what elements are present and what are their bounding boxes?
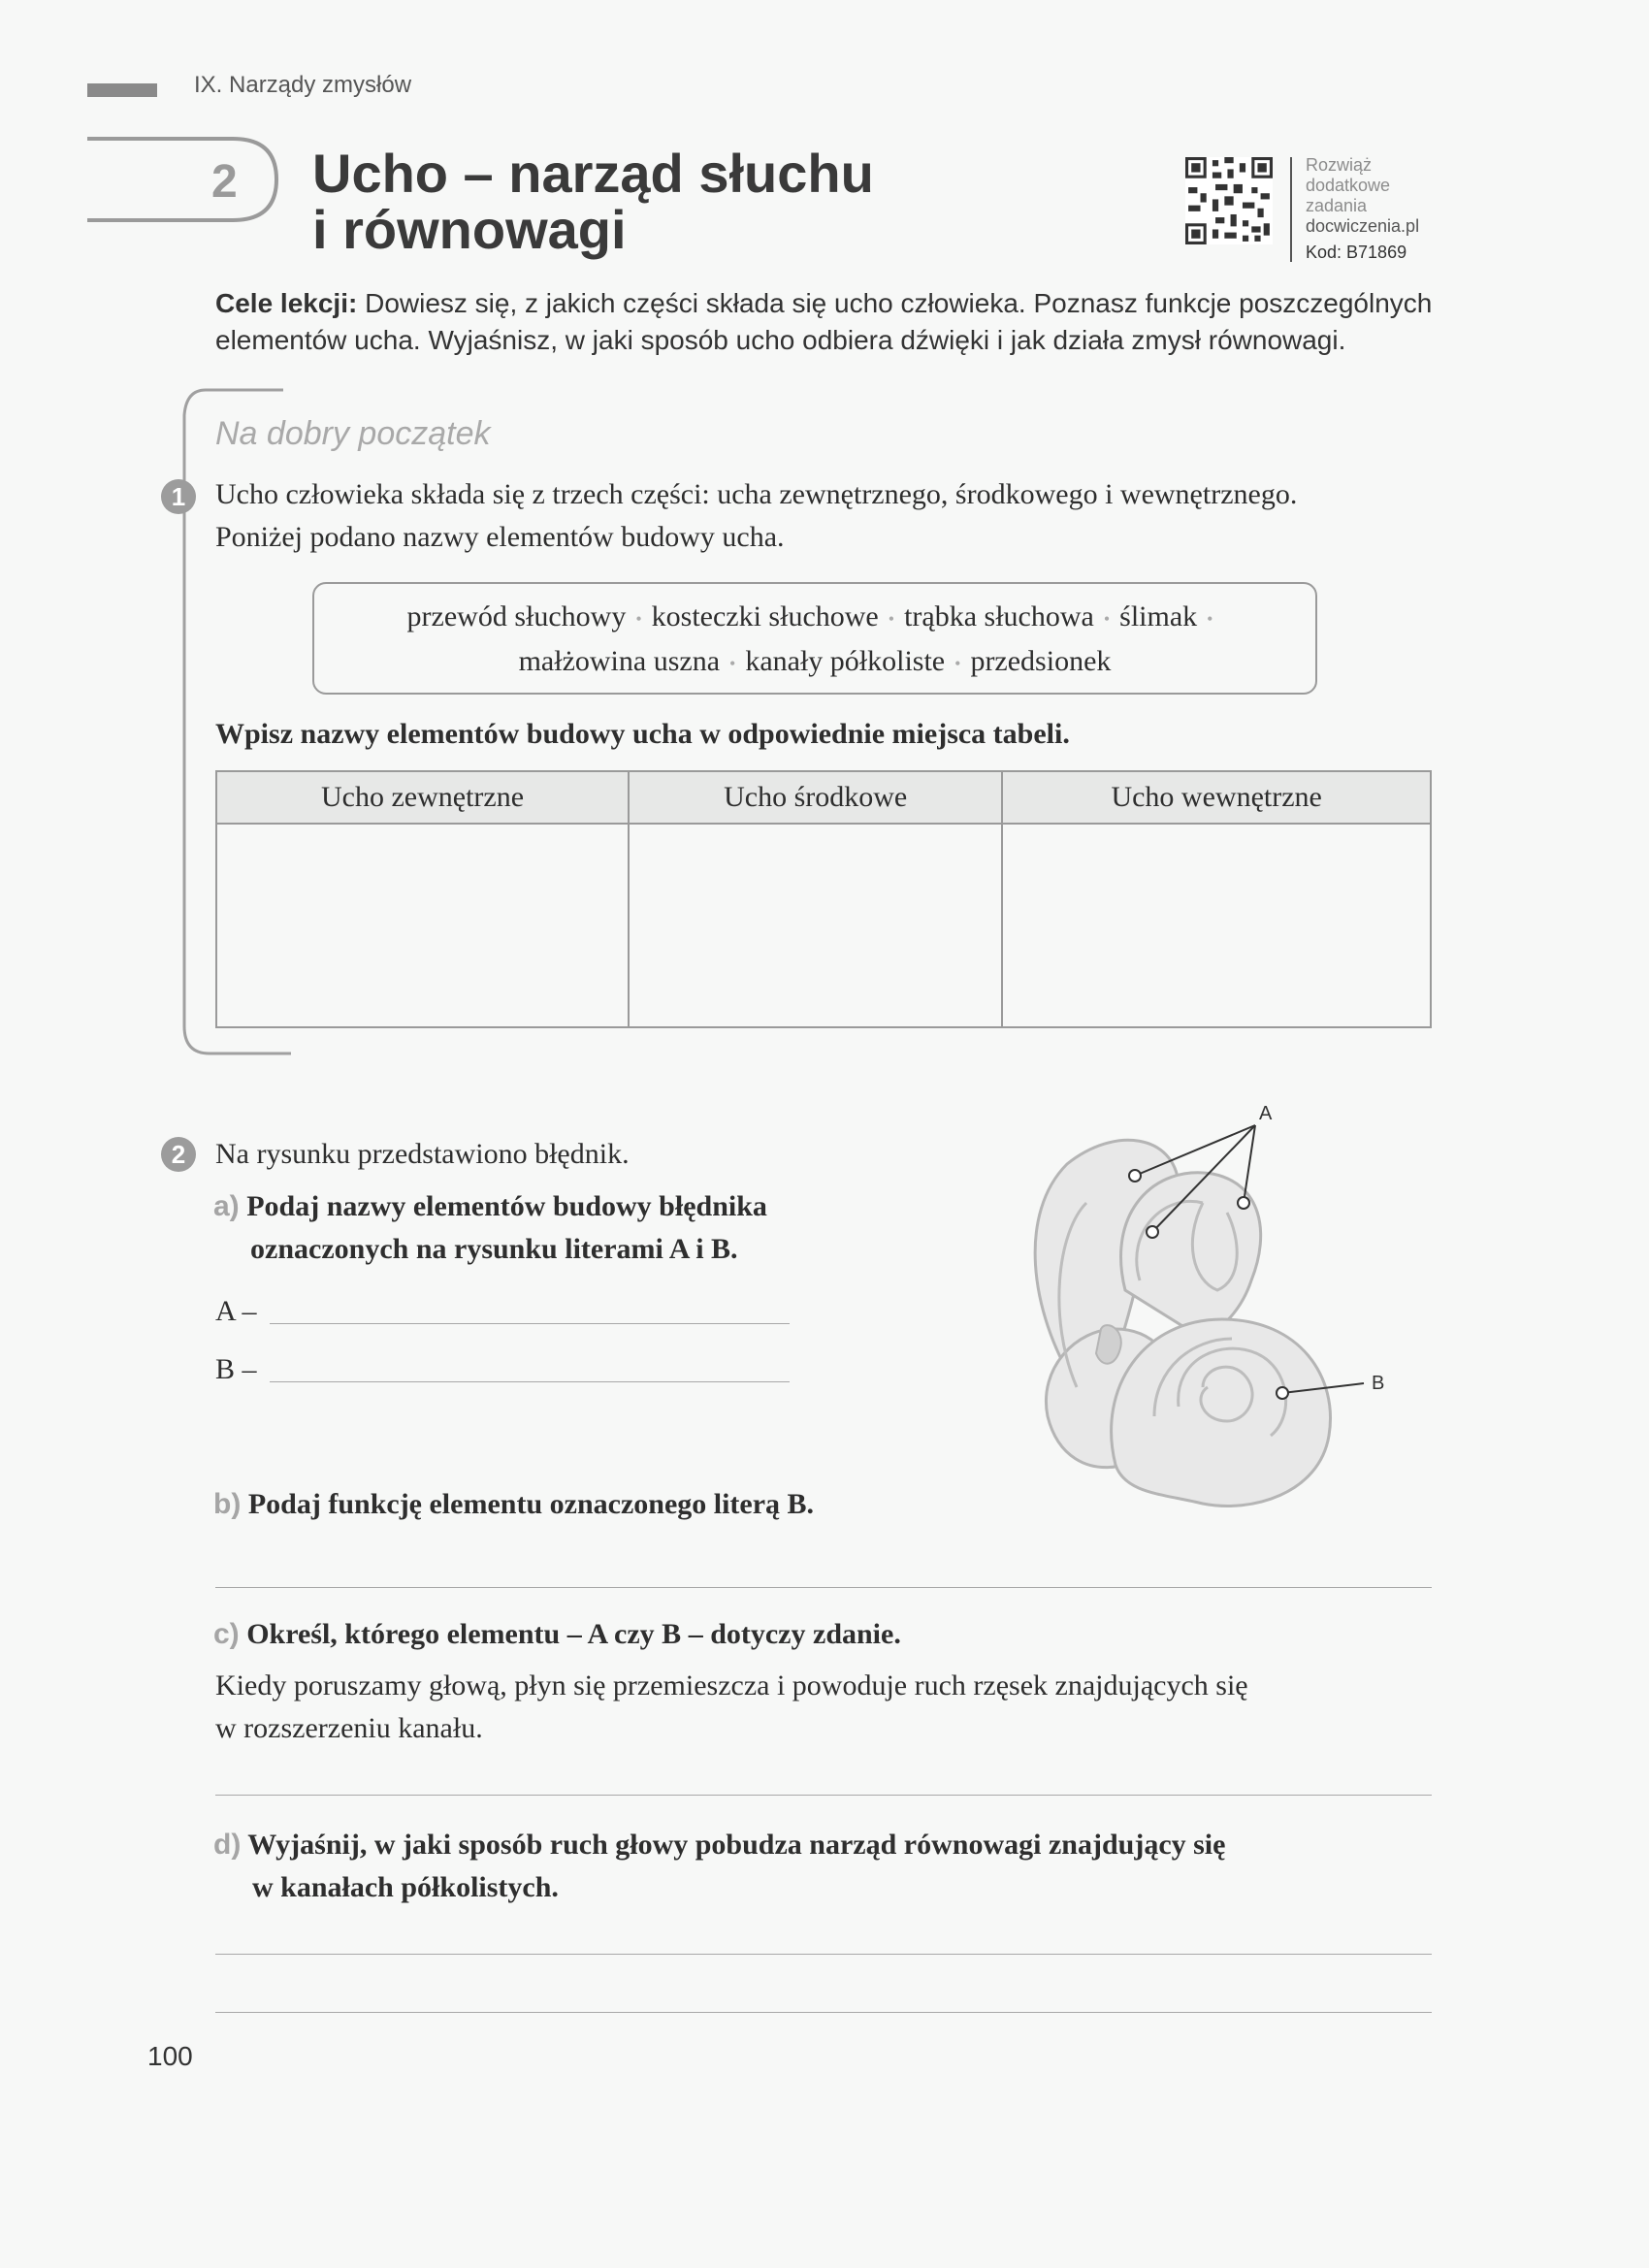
qr-caption-line: dodatkowe [1306,176,1391,195]
goals-text: Dowiesz się, z jakich części składa się ucho człowieka. Poznasz funkcje poszczególnych elementów ucha. Wyjaśnisz, w jaki sposób ucho odbiera dźwięki i jak działa zmysł równowagi. [215,288,1433,355]
separator-dot: • [729,654,736,674]
answer-line[interactable] [215,1954,1432,1955]
qr-caption [1306,155,1419,237]
task-number-badge: 2 [161,1137,196,1172]
separator-dot: • [954,654,961,674]
subtask-letter: c) [213,1618,240,1650]
separator-dot: • [1207,609,1213,630]
task1-instruction: Wpisz nazwy elementów budowy ucha w odpowiednie miejsca tabeli. [215,718,1070,750]
sentence-line: w rozszerzeniu kanału. [215,1712,483,1744]
lesson-number-badge [87,136,281,223]
goals-label: Cele lekcji: [215,288,358,318]
word-bank-item: przewód słuchowy [406,600,627,632]
figure-label-b: B [1372,1373,1385,1394]
page-number: 100 [147,2041,193,2071]
answer-b-label: B – [215,1353,257,1385]
task2a-line [213,1185,767,1228]
word-bank-row [314,640,1315,685]
table-header: Ucho środkowe [629,771,1002,824]
answer-cell-middle-ear[interactable] [629,824,1002,1027]
qr-caption-line: Rozwiąż [1306,155,1373,175]
answer-line[interactable] [215,1587,1432,1588]
task2a-line: oznaczonych na rysunku literami A i B. [250,1233,738,1265]
qr-caption-line: zadania [1306,196,1368,215]
word-bank [312,582,1317,695]
lesson-number: 2 [211,156,238,208]
subtask-letter: d) [213,1829,242,1861]
table-header: Ucho zewnętrzne [216,771,629,824]
task2c-prompt [213,1618,901,1651]
task2d-text: Wyjaśnij, w jaki sposób ruch głowy pobudza narząd równowagi znajdujący się [247,1829,1226,1861]
task2d-prompt [213,1824,1436,1909]
separator-dot: • [1103,609,1111,630]
answer-b-line[interactable] [270,1381,790,1382]
task1-line: Ucho człowieka składa się z trzech części: ucha zewnętrznego, środkowego i wewnętrznego. [215,478,1298,510]
ear-parts-table [215,770,1432,1028]
answer-a-label: A – [215,1295,257,1327]
title-line-2: i równowagi [312,199,627,260]
word-bank-item: ślimak [1119,600,1198,632]
section-marker [87,83,157,97]
answer-line[interactable] [215,2012,1432,2013]
task2a-text: Podaj nazwy elementów budowy błędnika [246,1190,767,1222]
table-header-row [216,771,1431,824]
sentence-line: Kiedy poruszamy głową, płyn się przemieszcza i powoduje ruch rzęsek znajdujących się [215,1669,1248,1701]
qr-website-link[interactable]: docwiczenia.pl [1306,216,1420,236]
qr-divider [1290,157,1292,262]
task2b-prompt [213,1488,814,1521]
labyrinth-illustration [1009,1096,1416,1513]
task2c-sentence [215,1665,1434,1750]
answer-cell-inner-ear[interactable] [1002,824,1431,1027]
answer-a-line[interactable] [270,1323,790,1324]
page-title [312,143,874,260]
section-title: IX. Narządy zmysłów [194,72,412,98]
qr-code-icon[interactable] [1185,157,1273,244]
word-bank-item: małżowina uszna [518,645,721,678]
word-bank-item: kosteczki słuchowe [651,600,879,632]
lesson-goals [215,285,1438,359]
table-row [216,824,1431,1027]
answer-line[interactable] [215,1795,1432,1796]
title-line-1: Ucho – narząd słuchu [312,143,874,204]
subtask-letter: b) [213,1488,242,1520]
task2b-text: Podaj funkcję elementu oznaczonego literą B. [247,1488,815,1520]
word-bank-item: kanały półkoliste [745,645,946,678]
task2-intro: Na rysunku przedstawiono błędnik. [215,1138,630,1170]
task-number-badge: 1 [161,479,196,514]
separator-dot: • [635,609,642,630]
answer-cell-outer-ear[interactable] [216,824,629,1027]
task2a-prompt [213,1185,767,1271]
task2d-line: w kanałach półkolistych. [252,1871,559,1903]
table-header: Ucho wewnętrzne [1002,771,1431,824]
subtask-letter: a) [213,1190,240,1222]
task1-text [215,473,1447,559]
task1-line: Poniżej podano nazwy elementów budowy ucha. [215,521,785,553]
separator-dot: • [888,609,895,630]
word-bank-item: przedsionek [970,645,1112,678]
start-section-heading: Na dobry początek [215,415,491,452]
task2c-text: Określ, którego elementu – A czy B – dotyczy zdanie. [246,1618,901,1650]
qr-access-code: Kod: B71869 [1306,243,1407,262]
figure-label-a: A [1259,1103,1273,1124]
task2d-line [213,1824,1436,1866]
word-bank-item: trąbka słuchowa [904,600,1094,632]
word-bank-row [314,596,1315,640]
